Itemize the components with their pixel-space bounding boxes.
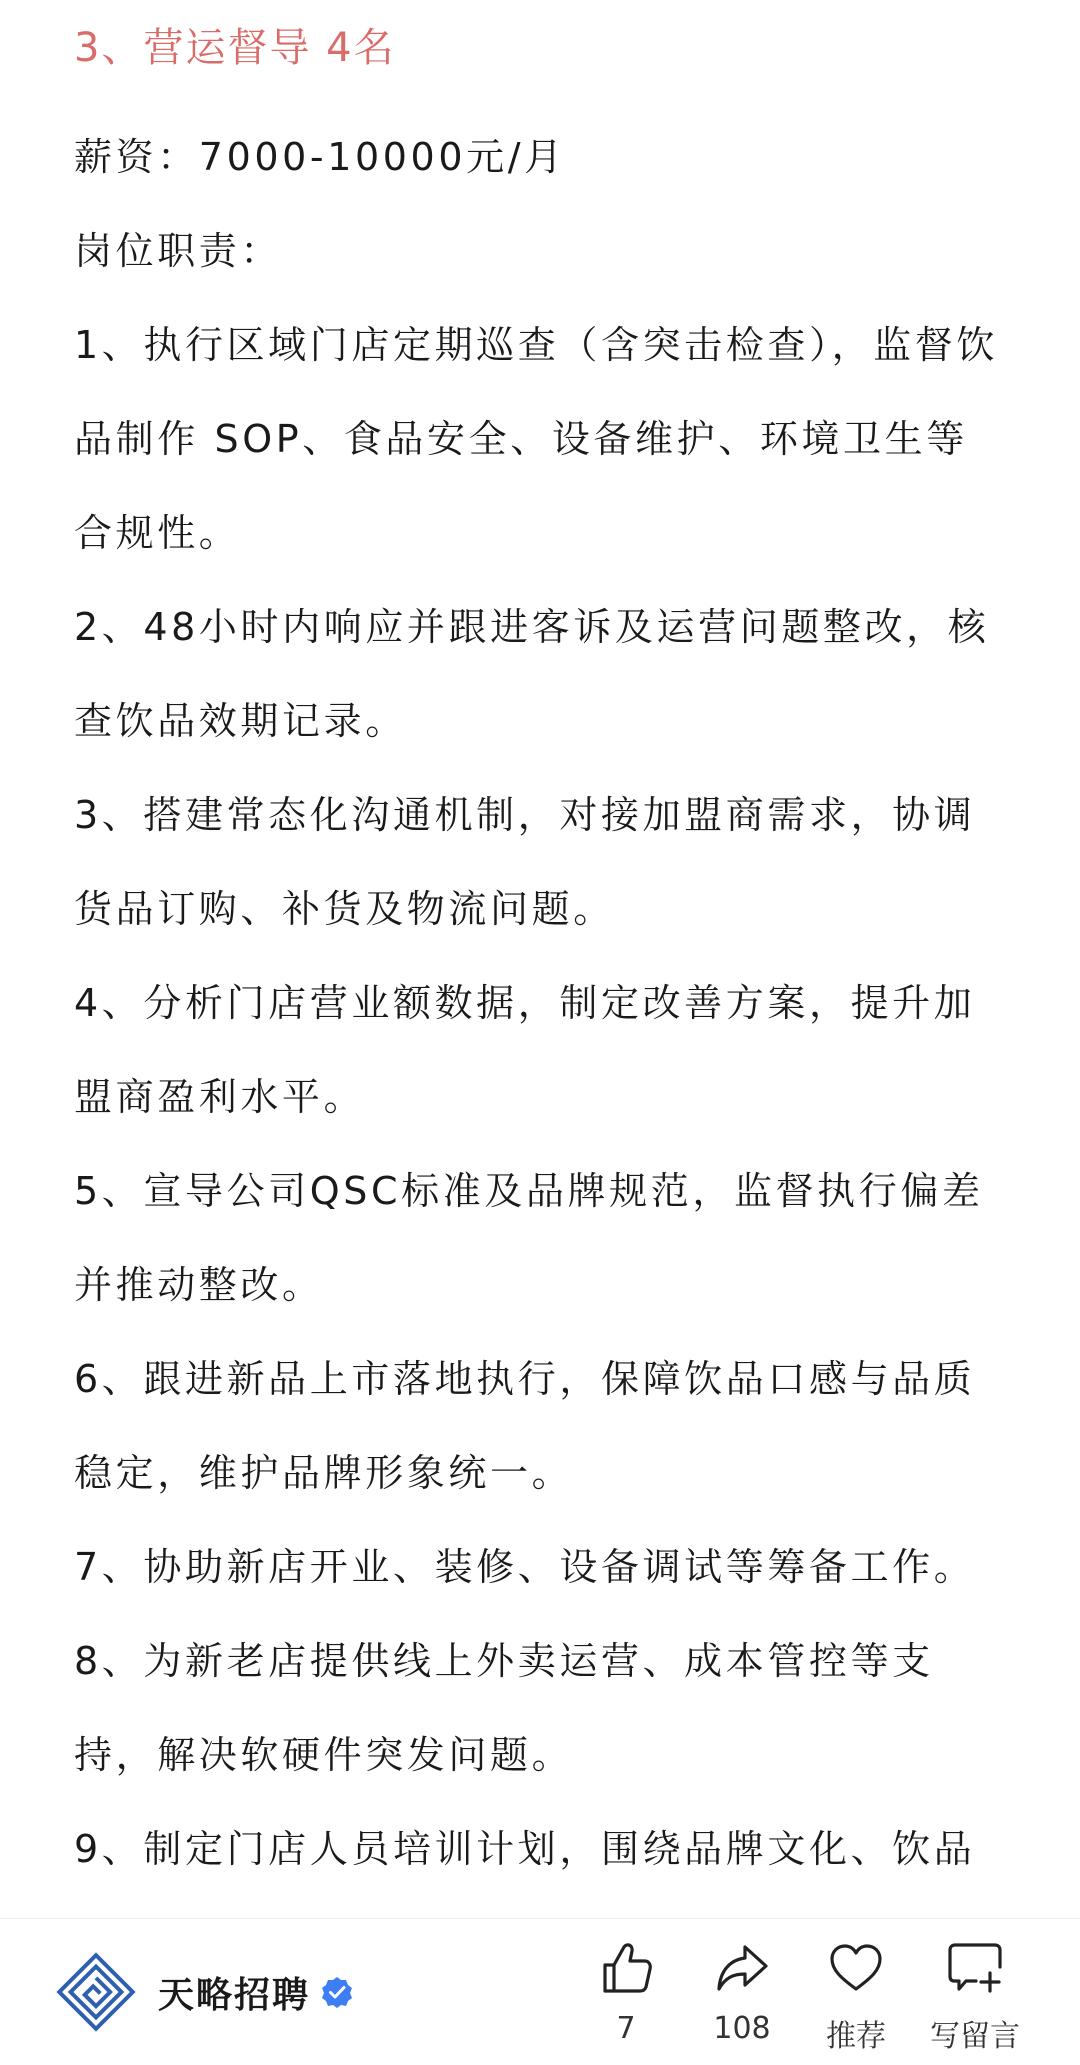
thumbs-up-icon: [597, 1939, 655, 1997]
section-heading: 3、营运督导 4名: [74, 25, 396, 71]
article-body: [74, 110, 1004, 1990]
account-profile-link[interactable]: [56, 1949, 354, 2035]
verified-badge-icon: [320, 1975, 354, 2009]
duty-item: 3、搭建常态化沟通机制，对接加盟商需求，协调货品订购、补货及物流问题。: [74, 793, 976, 931]
duty-item: 8、为新老店提供线上外卖运营、成本管控等支持，解决软硬件突发问题。: [74, 1639, 934, 1777]
share-button[interactable]: [692, 1939, 792, 2059]
share-count: 108: [713, 2011, 771, 2046]
duties-title: 岗位职责：: [74, 229, 283, 273]
recommend-button[interactable]: [806, 1939, 906, 2059]
comment-plus-icon: [946, 1939, 1004, 1997]
share-arrow-icon: [713, 1939, 771, 1997]
account-name: 天略招聘: [158, 1974, 311, 2016]
duty-item: 9、制定门店人员培训计划，围绕品牌文化、饮品: [74, 1827, 976, 1871]
like-button[interactable]: [576, 1939, 676, 2059]
duty-item: 7、协助新店开业、装修、设备调试等筹备工作。: [74, 1545, 976, 1589]
salary-line: 薪资：7000-10000元/月: [74, 135, 566, 179]
duty-item: 4、分析门店营业额数据，制定改善方案，提升加盟商盈利水平。: [74, 981, 976, 1119]
duty-item: 5、宣导公司QSC标准及品牌规范，监督执行偏差并推动整改。: [74, 1169, 984, 1307]
write-comment-label: 写留言: [930, 2019, 1020, 2054]
write-comment-button[interactable]: [925, 1939, 1025, 2059]
duty-item: 2、48小时内响应并跟进客诉及运营问题整改，核查饮品效期记录。: [74, 605, 990, 743]
heart-icon: [827, 1939, 885, 1997]
duty-item: 6、跟进新品上市落地执行，保障饮品口感与品质稳定，维护品牌形象统一。: [74, 1357, 976, 1495]
duty-item: 1、执行区域门店定期巡查（含突击检查），监督饮品制作 SOP、食品安全、设备维护、环境卫生等合规性。: [74, 323, 998, 555]
like-count: 7: [616, 2011, 636, 2046]
recommend-label: 推荐: [826, 2019, 886, 2054]
bottom-action-bar: [0, 1918, 1080, 2065]
account-logo-icon: [56, 1952, 136, 2032]
